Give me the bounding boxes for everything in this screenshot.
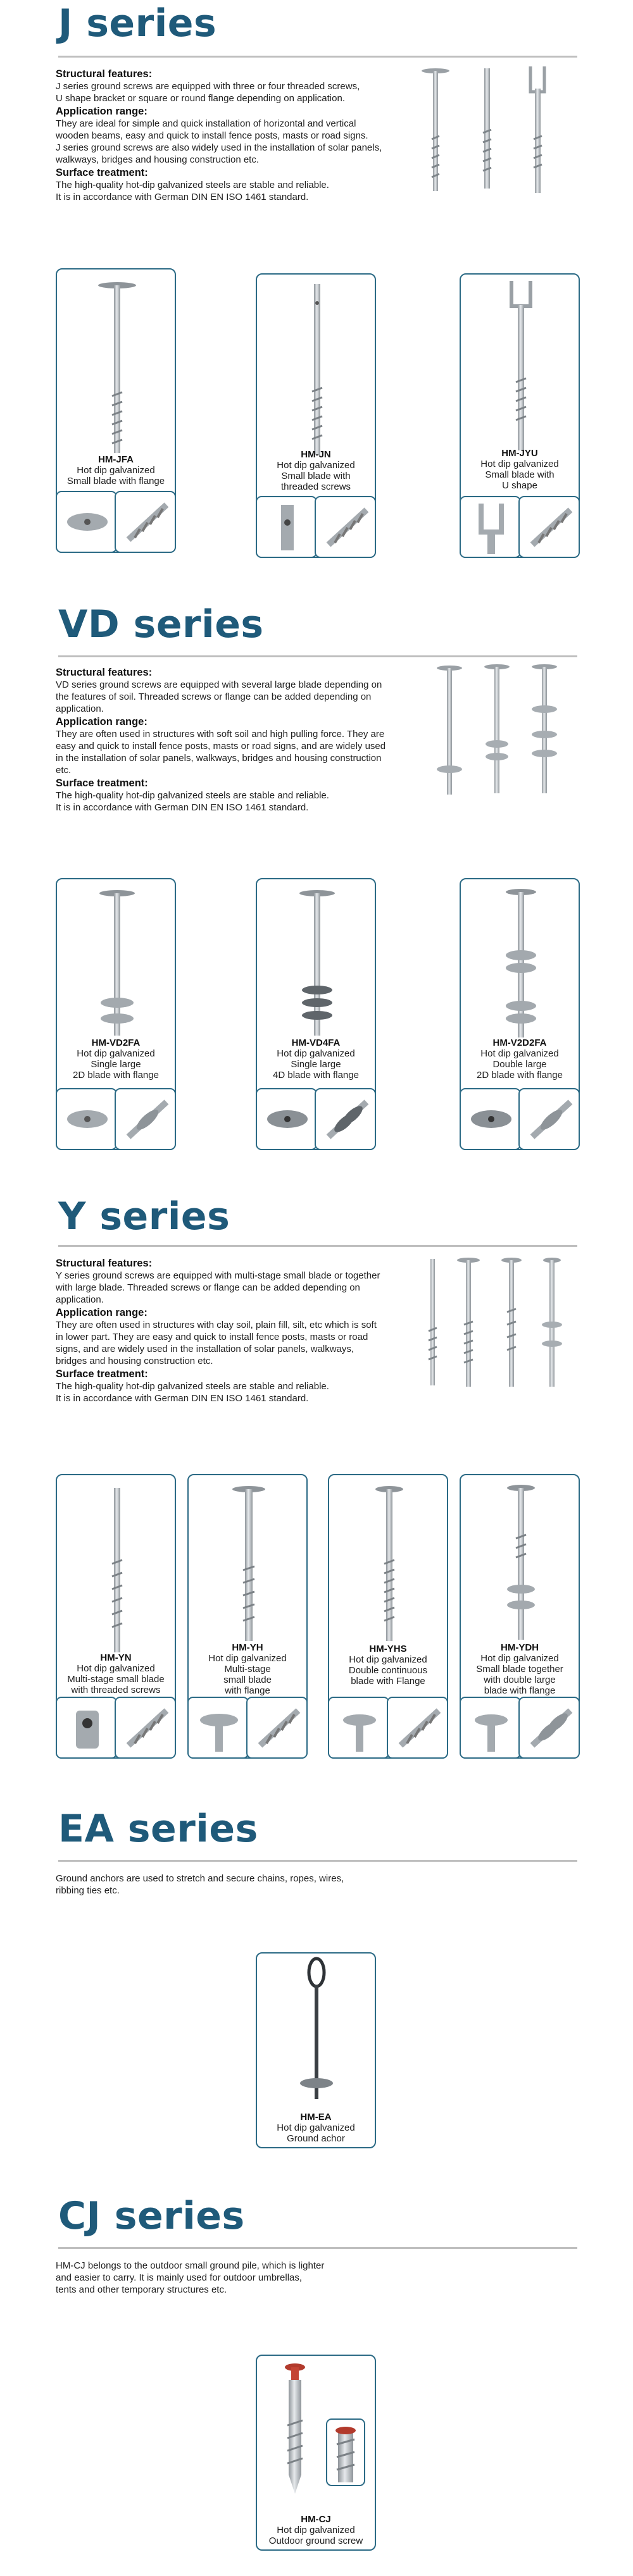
hm-jyu-product-image	[461, 275, 581, 477]
hm-jyu-thumb-thread[interactable]	[518, 496, 580, 558]
hm-vd2fa-thumb-blade[interactable]	[115, 1088, 176, 1150]
hm-jfa-line1: Hot dip galvanized	[77, 465, 155, 476]
y-series-title: Y series	[58, 1194, 230, 1239]
hm-ydh-line4: blade with flange	[484, 1685, 556, 1696]
cj-series-description	[56, 2260, 410, 2296]
hm-cj-model: HM-CJ	[301, 2514, 331, 2525]
vd-structural-text: VD series ground screws are equipped with several large blade depending on the features of soil. Threaded screws or flange can be added depending on application.	[56, 679, 382, 714]
hm-yhs-line1: Hot dip galvanized	[349, 1654, 427, 1665]
j-series-description	[56, 67, 410, 203]
product-card-hm-cj[interactable]	[256, 2355, 376, 2551]
hm-jn-model: HM-JN	[301, 449, 331, 460]
hm-ea-model: HM-EA	[300, 2112, 332, 2122]
product-card-hm-v2d2fa[interactable]	[460, 878, 580, 1150]
hm-ydh-model: HM-YDH	[501, 1642, 539, 1653]
hm-yn-model: HM-YN	[100, 1652, 132, 1663]
y-application-heading: Application range:	[56, 1307, 147, 1318]
hm-yhs-thumbnails	[329, 1698, 447, 1757]
hm-jfa-thumb-flange[interactable]	[56, 491, 117, 553]
ea-series-description	[56, 1873, 410, 1897]
hm-vd4fa-thumbnails	[257, 1089, 375, 1149]
hm-jyu-label	[461, 448, 579, 491]
hm-vd2fa-label	[57, 1037, 175, 1081]
vd-series-description	[56, 666, 410, 814]
cj-series-title: CJ series	[58, 2194, 245, 2238]
j-structural-heading: Structural features:	[56, 68, 153, 80]
hm-yhs-model: HM-YHS	[369, 1644, 407, 1654]
hm-vd2fa-line1: Hot dip galvanized	[77, 1048, 155, 1059]
hm-v2d2fa-thumb-flange[interactable]	[460, 1088, 521, 1150]
hm-ea-product-image	[257, 1954, 377, 2105]
j-series-hero-image	[418, 63, 582, 202]
hm-ydh-thumb-flange[interactable]	[460, 1697, 521, 1759]
product-card-hm-ydh[interactable]	[460, 1474, 580, 1759]
ea-desc-text: Ground anchors are used to stretch and secure chains, ropes, wires, ribbing ties etc.	[56, 1873, 344, 1896]
product-card-hm-vd4fa[interactable]	[256, 878, 376, 1150]
hm-jn-thumb-thread[interactable]	[315, 496, 376, 558]
y-surface-text: The high-quality hot-dip galvanized steels are stable and reliable. It is in accordance with German DIN EN ISO 1461 standard.	[56, 1381, 329, 1404]
hm-yh-thumb-thread[interactable]	[246, 1697, 308, 1759]
hm-jyu-thumbnails	[461, 497, 579, 557]
hm-ydh-line1: Hot dip galvanized	[480, 1653, 559, 1664]
hm-yh-model: HM-YH	[232, 1642, 263, 1653]
j-application-text: They are ideal for simple and quick installation of horizontal and vertical wooden beams, easy and quick to install fence posts, masts or road signs. J series ground screws are also widely used in the installation of solar panels, walkways, bridges and housing construction etc.	[56, 118, 382, 165]
hm-yhs-line2: Double continuous	[348, 1665, 428, 1676]
hm-v2d2fa-thumb-blade[interactable]	[518, 1088, 580, 1150]
hm-jyu-thumb-ushape[interactable]	[460, 496, 521, 558]
j-series-rule	[58, 56, 577, 58]
vd-surface-heading: Surface treatment:	[56, 777, 148, 789]
hm-jyu-model: HM-JYU	[501, 448, 538, 459]
hm-yh-line4: with flange	[225, 1685, 270, 1696]
vd-structural-heading: Structural features:	[56, 667, 153, 678]
hm-yhs-line3: blade with Flange	[351, 1676, 425, 1687]
product-card-hm-vd2fa[interactable]	[56, 878, 176, 1150]
hm-yn-line1: Hot dip galvanized	[77, 1663, 155, 1674]
vd-application-heading: Application range:	[56, 716, 147, 728]
hm-cj-line2: Outdoor ground screw	[268, 2536, 363, 2546]
j-surface-heading: Surface treatment:	[56, 167, 148, 178]
hm-ydh-line3: with double large	[484, 1675, 556, 1685]
vd-series-hero-image	[430, 662, 582, 801]
y-series-hero-image	[418, 1255, 582, 1394]
hm-vd4fa-thumb-blade[interactable]	[315, 1088, 376, 1150]
hm-yh-line3: small blade	[223, 1675, 272, 1685]
hm-yn-line2: Multi-stage small blade	[67, 1674, 165, 1685]
cj-series-rule	[58, 2247, 577, 2249]
hm-yn-line3: with threaded screws	[71, 1685, 161, 1695]
hm-yhs-thumb-flange[interactable]	[328, 1697, 389, 1759]
product-card-hm-jfa[interactable]	[56, 268, 176, 553]
y-series-description	[56, 1256, 410, 1404]
hm-yh-line2: Multi-stage	[224, 1664, 271, 1675]
hm-yh-thumbnails	[189, 1698, 306, 1757]
hm-vd4fa-line1: Hot dip galvanized	[277, 1048, 355, 1059]
y-series-rule	[58, 1245, 577, 1247]
hm-ea-line1: Hot dip galvanized	[277, 2122, 355, 2133]
hm-vd4fa-line2: Single large	[291, 1059, 341, 1070]
hm-cj-label	[257, 2514, 375, 2546]
hm-v2d2fa-line2: Double large	[492, 1059, 547, 1070]
hm-v2d2fa-line1: Hot dip galvanized	[480, 1048, 559, 1059]
hm-jfa-line2: Small blade with flange	[66, 476, 165, 486]
vd-surface-text: The high-quality hot-dip galvanized steels are stable and reliable. It is in accordance with German DIN EN ISO 1461 standard.	[56, 790, 329, 813]
hm-jn-line2: Small blade with	[281, 471, 351, 481]
hm-vd4fa-line3: 4D blade with flange	[273, 1070, 359, 1081]
hm-jn-product-image	[257, 275, 377, 477]
j-surface-text: The high-quality hot-dip galvanized steels are stable and reliable. It is in accordance with German DIN EN ISO 1461 standard.	[56, 180, 329, 202]
hm-jfa-thumb-thread[interactable]	[115, 491, 176, 553]
hm-ydh-line2: Small blade together	[476, 1664, 563, 1675]
ea-series-rule	[58, 1860, 577, 1862]
hm-jfa-model: HM-JFA	[98, 454, 134, 465]
hm-yn-product-image	[57, 1475, 177, 1678]
vd-application-text: They are often used in structures with soft soil and high pulling force. They are easy and quick to install fence posts, masts or road signs, and are widely used in the installation of solar panels, walkways, bridges and housing construction etc.	[56, 729, 386, 776]
product-card-hm-yn[interactable]	[56, 1474, 176, 1759]
hm-jfa-thumbnails	[57, 492, 175, 552]
hm-jn-label	[257, 449, 375, 492]
hm-vd2fa-thumbnails	[57, 1089, 175, 1149]
hm-jn-thumb-top[interactable]	[256, 496, 317, 558]
hm-v2d2fa-thumbnails	[461, 1089, 579, 1149]
hm-yh-line1: Hot dip galvanized	[208, 1653, 287, 1664]
hm-vd4fa-label	[257, 1037, 375, 1081]
hm-jn-line3: threaded screws	[280, 481, 351, 492]
product-card-hm-jn[interactable]	[256, 273, 376, 558]
hm-vd2fa-thumb-flange[interactable]	[56, 1088, 117, 1150]
product-card-hm-yhs[interactable]	[328, 1474, 448, 1759]
hm-ea-label	[257, 2112, 375, 2144]
hm-vd2fa-line2: Single large	[91, 1059, 141, 1070]
hm-jyu-line2: Small blade with	[485, 469, 555, 480]
hm-ydh-thumb-blade[interactable]	[518, 1697, 580, 1759]
hm-jyu-line3: U shape	[502, 480, 537, 491]
hm-v2d2fa-model: HM-V2D2FA	[492, 1037, 547, 1048]
hm-yn-thumbnails	[57, 1698, 175, 1757]
hm-yh-thumb-flange[interactable]	[187, 1697, 249, 1759]
j-structural-text: J series ground screws are equipped with three or four threaded screws, U shape bracket or square or round flange depending on application.	[56, 81, 360, 104]
hm-yhs-label	[329, 1644, 447, 1687]
y-structural-text: Y series ground screws are equipped with multi-stage small blade or together with large blade. Threaded screws or flange can be added depending on application.	[56, 1270, 380, 1305]
hm-vd2fa-model: HM-VD2FA	[91, 1037, 141, 1048]
hm-yn-thumb-top[interactable]	[56, 1697, 117, 1759]
hm-ea-line2: Ground achor	[287, 2133, 345, 2144]
hm-vd4fa-thumb-flange[interactable]	[256, 1088, 317, 1150]
hm-vd2fa-line3: 2D blade with flange	[73, 1070, 159, 1081]
hm-cj-line1: Hot dip galvanized	[277, 2525, 355, 2536]
hm-jyu-line1: Hot dip galvanized	[480, 459, 559, 469]
hm-ydh-label	[461, 1642, 579, 1696]
hm-v2d2fa-line3: 2D blade with flange	[477, 1070, 563, 1081]
hm-yhs-thumb-thread[interactable]	[387, 1697, 448, 1759]
cj-desc-text: HM-CJ belongs to the outdoor small ground pile, which is lighter and easier to carry. It is mainly used for outdoor umbrellas, tents and other temporary structures etc.	[56, 2260, 325, 2295]
product-card-hm-yh[interactable]	[187, 1474, 308, 1759]
ea-series-title: EA series	[58, 1807, 258, 1851]
hm-yn-thumb-thread[interactable]	[115, 1697, 176, 1759]
y-surface-heading: Surface treatment:	[56, 1368, 148, 1380]
y-application-text: They are often used in structures with clay soil, plain fill, silt, etc which is soft in lower part. They are easy and quick to install fence posts, masts or road signs, and are widely used in the installation of solar panels, walkways, bridges and housing construction etc.	[56, 1320, 377, 1366]
hm-jn-line1: Hot dip galvanized	[277, 460, 355, 471]
hm-ydh-thumbnails	[461, 1698, 579, 1757]
product-card-hm-jyu[interactable]	[460, 273, 580, 558]
y-structural-heading: Structural features:	[56, 1258, 153, 1269]
hm-cj-product-image	[257, 2356, 377, 2508]
hm-jfa-product-image	[57, 269, 177, 472]
hm-jfa-label	[57, 454, 175, 486]
vd-series-title: VD series	[58, 602, 264, 647]
hm-v2d2fa-label	[461, 1037, 579, 1081]
hm-yh-label	[189, 1642, 306, 1696]
j-series-title: J series	[58, 1, 217, 46]
hm-jn-thumbnails	[257, 497, 375, 557]
product-card-hm-ea[interactable]	[256, 1952, 376, 2148]
hm-vd4fa-model: HM-VD4FA	[291, 1037, 341, 1048]
j-application-heading: Application range:	[56, 106, 147, 117]
hm-yn-label	[57, 1652, 175, 1695]
vd-series-rule	[58, 655, 577, 657]
